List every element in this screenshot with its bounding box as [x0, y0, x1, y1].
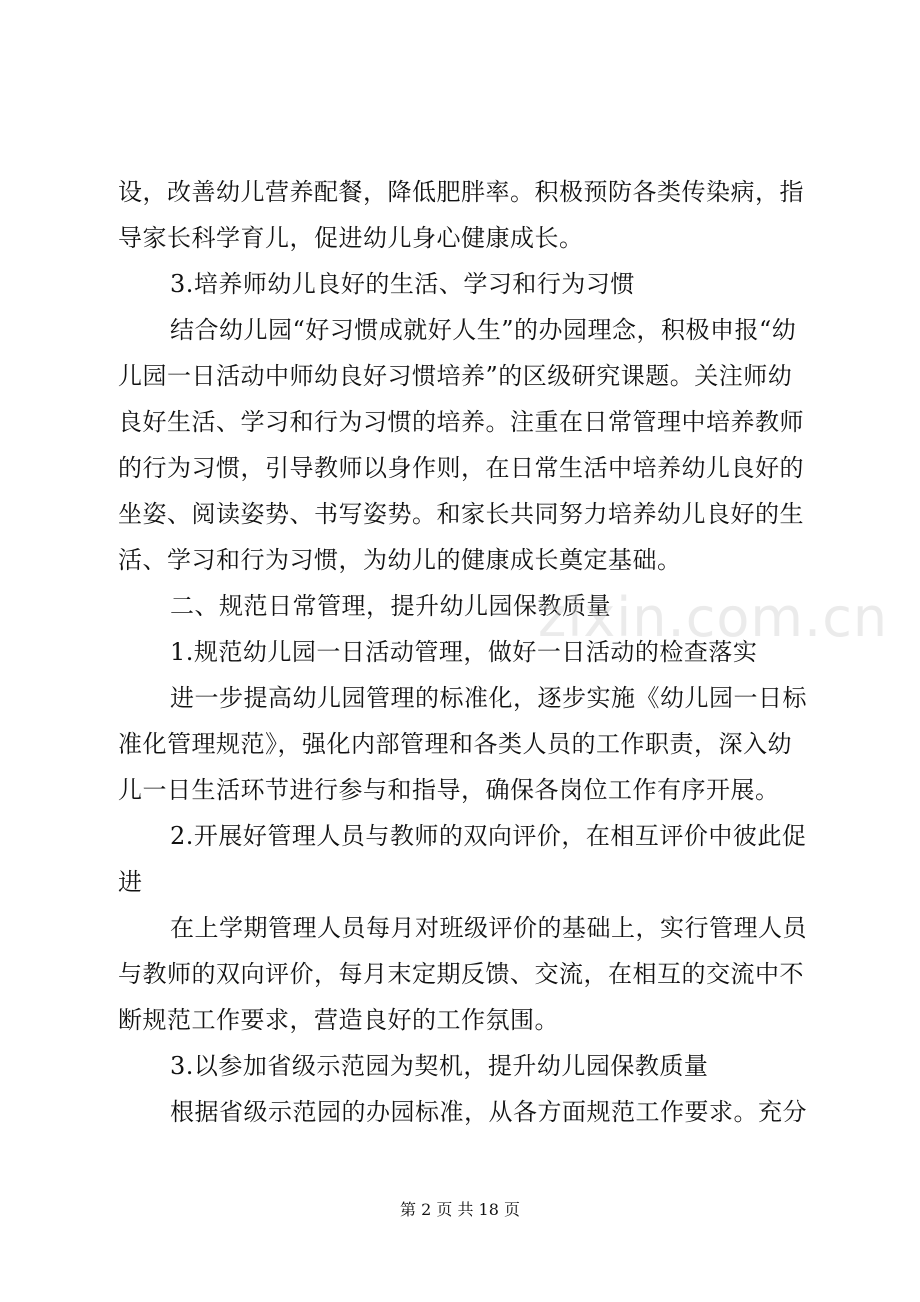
section-heading: 3.以参加省级示范园为契机，提升幼儿园保教质量 — [170, 1052, 709, 1080]
body-line: 坐姿、阅读姿势、书写姿势。和家长共同努力培养幼儿良好的生 — [118, 500, 804, 528]
section-heading: 3.培养师幼儿良好的生活、学习和行为习惯 — [170, 270, 635, 298]
section-heading: 二、规范日常管理，提升幼儿园保教质量 — [170, 592, 611, 620]
section-heading: 1.规范幼儿园一日活动管理，做好一日活动的检查落实 — [170, 638, 758, 666]
body-line: 准化管理规范》，强化内部管理和各类人员的工作职责，深入幼 — [118, 730, 792, 758]
body-line: 结合幼儿园“好习惯成就好人生”的办园理念，积极申报“幼 — [170, 316, 797, 344]
body-line: 儿园一日活动中师幼良好习惯培养”的区级研究课题。关注师幼 — [118, 362, 793, 390]
body-line: 在上学期管理人员每月对班级评价的基础上，实行管理人员 — [170, 914, 807, 942]
watermark: zixin.com.cn — [538, 586, 889, 649]
body-line: 根据省级示范园的办园标准，从各方面规范工作要求。充分 — [170, 1098, 807, 1126]
body-line: 良好生活、学习和行为习惯的培养。注重在日常管理中培养教师 — [118, 408, 804, 436]
page-number: 第 2 页 共 18 页 — [400, 1200, 520, 1219]
body-line: 导家长科学育儿，促进幼儿身心健康成长。 — [118, 224, 584, 252]
section-heading: 进 — [118, 868, 143, 896]
body-line: 断规范工作要求，营造良好的工作氛围。 — [118, 1006, 559, 1034]
body-line: 的行为习惯，引导教师以身作则，在日常生活中培养幼儿良好的 — [118, 454, 804, 482]
body-line: 与教师的双向评价，每月末定期反馈、交流，在相互的交流中不 — [118, 960, 804, 988]
section-heading: 2.开展好管理人员与教师的双向评价，在相互评价中彼此促 — [170, 822, 807, 850]
body-line: 设，改善幼儿营养配餐，降低肥胖率。积极预防各类传染病，指 — [118, 178, 804, 206]
body-line: 活、学习和行为习惯，为幼儿的健康成长奠定基础。 — [118, 546, 682, 574]
body-line: 进一步提高幼儿园管理的标准化，逐步实施《幼儿园一日标 — [170, 684, 807, 712]
body-line: 儿一日生活环节进行参与和指导，确保各岗位工作有序开展。 — [118, 776, 780, 804]
